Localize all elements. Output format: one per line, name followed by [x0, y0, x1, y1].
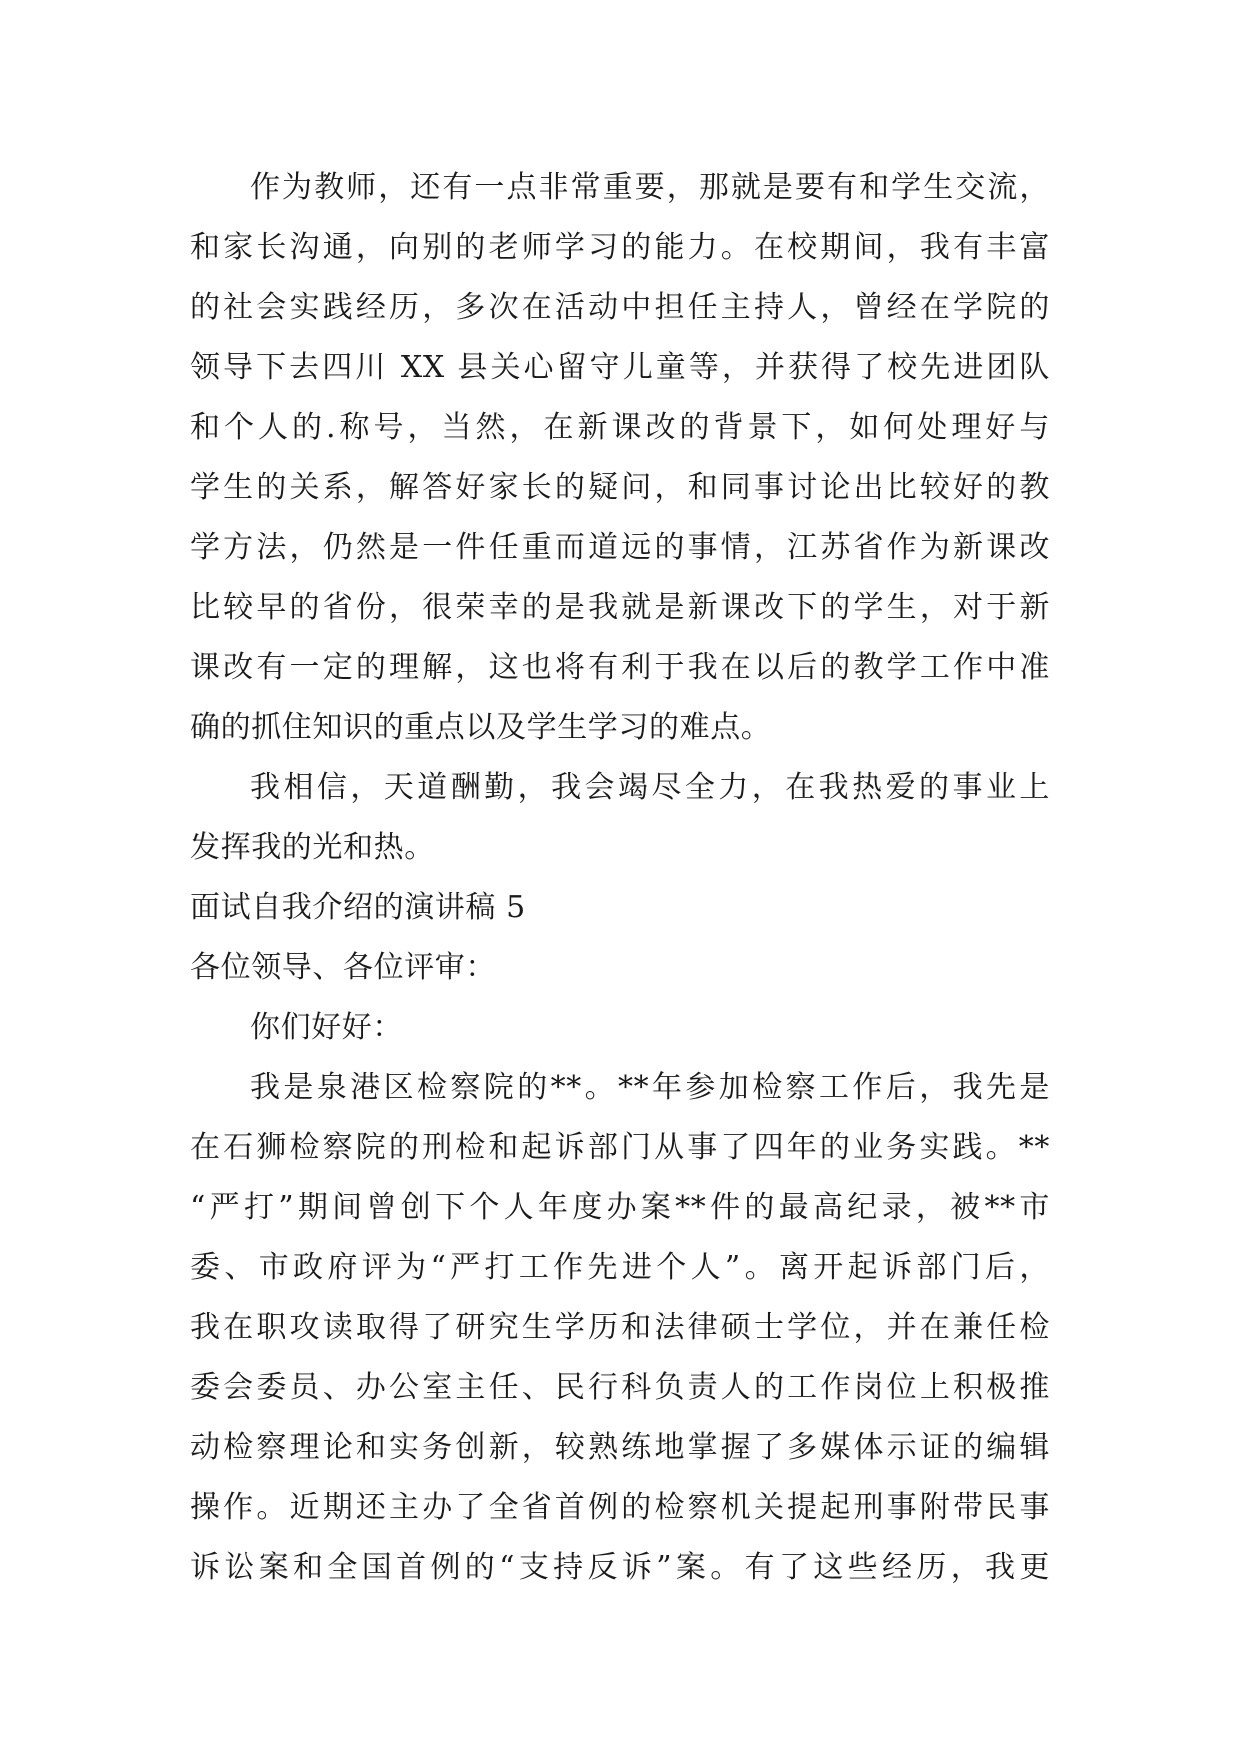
paragraph-line: 课改有一定的理解，这也将有利于我在以后的教学工作中准: [190, 650, 1050, 685]
paragraph-line: 委会委员、办公室主任、民行科负责人的工作岗位上积极推: [190, 1370, 1050, 1405]
section-heading: 面试自我介绍的演讲稿 5: [190, 890, 526, 925]
paragraph-line: 领导下去四川 XX 县关心留守儿童等，并获得了校先进团队: [190, 350, 1050, 385]
paragraph-line: 学生的关系，解答好家长的疑问，和同事讨论出比较好的教: [190, 470, 1050, 505]
paragraph-line: 诉讼案和全国首例的“支持反诉”案。有了这些经历，我更: [190, 1550, 1050, 1585]
paragraph-line: 发挥我的光和热。: [190, 830, 435, 865]
paragraph-line: 和家长沟通，向别的老师学习的能力。在校期间，我有丰富: [190, 230, 1050, 265]
greeting: 你们好好：: [250, 1010, 403, 1045]
paragraph-line: 操作。近期还主办了全省首例的检察机关提起刑事附带民事: [190, 1490, 1050, 1525]
paragraph-line: 比较早的省份，很荣幸的是我就是新课改下的学生，对于新: [190, 590, 1050, 625]
paragraph-line: 在石狮检察院的刑检和起诉部门从事了四年的业务实践。**: [190, 1130, 1050, 1165]
paragraph-line: 作为教师，还有一点非常重要，那就是要有和学生交流，: [250, 170, 1050, 205]
document-body: [190, 158, 1050, 1598]
paragraph-line: 我在职攻读取得了研究生学历和法律硕士学位，并在兼任检: [190, 1310, 1050, 1345]
paragraph-line: 我是泉港区检察院的**。**年参加检察工作后，我先是: [250, 1070, 1050, 1105]
paragraph-line: 学方法，仍然是一件任重而道远的事情，江苏省作为新课改: [190, 530, 1050, 565]
paragraph-line: 动检察理论和实务创新，较熟练地掌握了多媒体示证的编辑: [190, 1430, 1050, 1465]
paragraph-line: “严打”期间曾创下个人年度办案**件的最高纪录，被**市: [190, 1190, 1050, 1225]
paragraph-line: 确的抓住知识的重点以及学生学习的难点。: [190, 710, 772, 745]
paragraph-line: 和个人的.称号，当然，在新课改的背景下，如何处理好与: [190, 410, 1050, 445]
paragraph-line: 的社会实践经历，多次在活动中担任主持人，曾经在学院的: [190, 290, 1050, 325]
paragraph-line: 我相信，天道酬勤，我会竭尽全力，在我热爱的事业上: [250, 770, 1050, 805]
paragraph-line: 委、市政府评为“严打工作先进个人”。离开起诉部门后，: [190, 1250, 1050, 1285]
salutation: 各位领导、各位评审：: [190, 950, 496, 985]
